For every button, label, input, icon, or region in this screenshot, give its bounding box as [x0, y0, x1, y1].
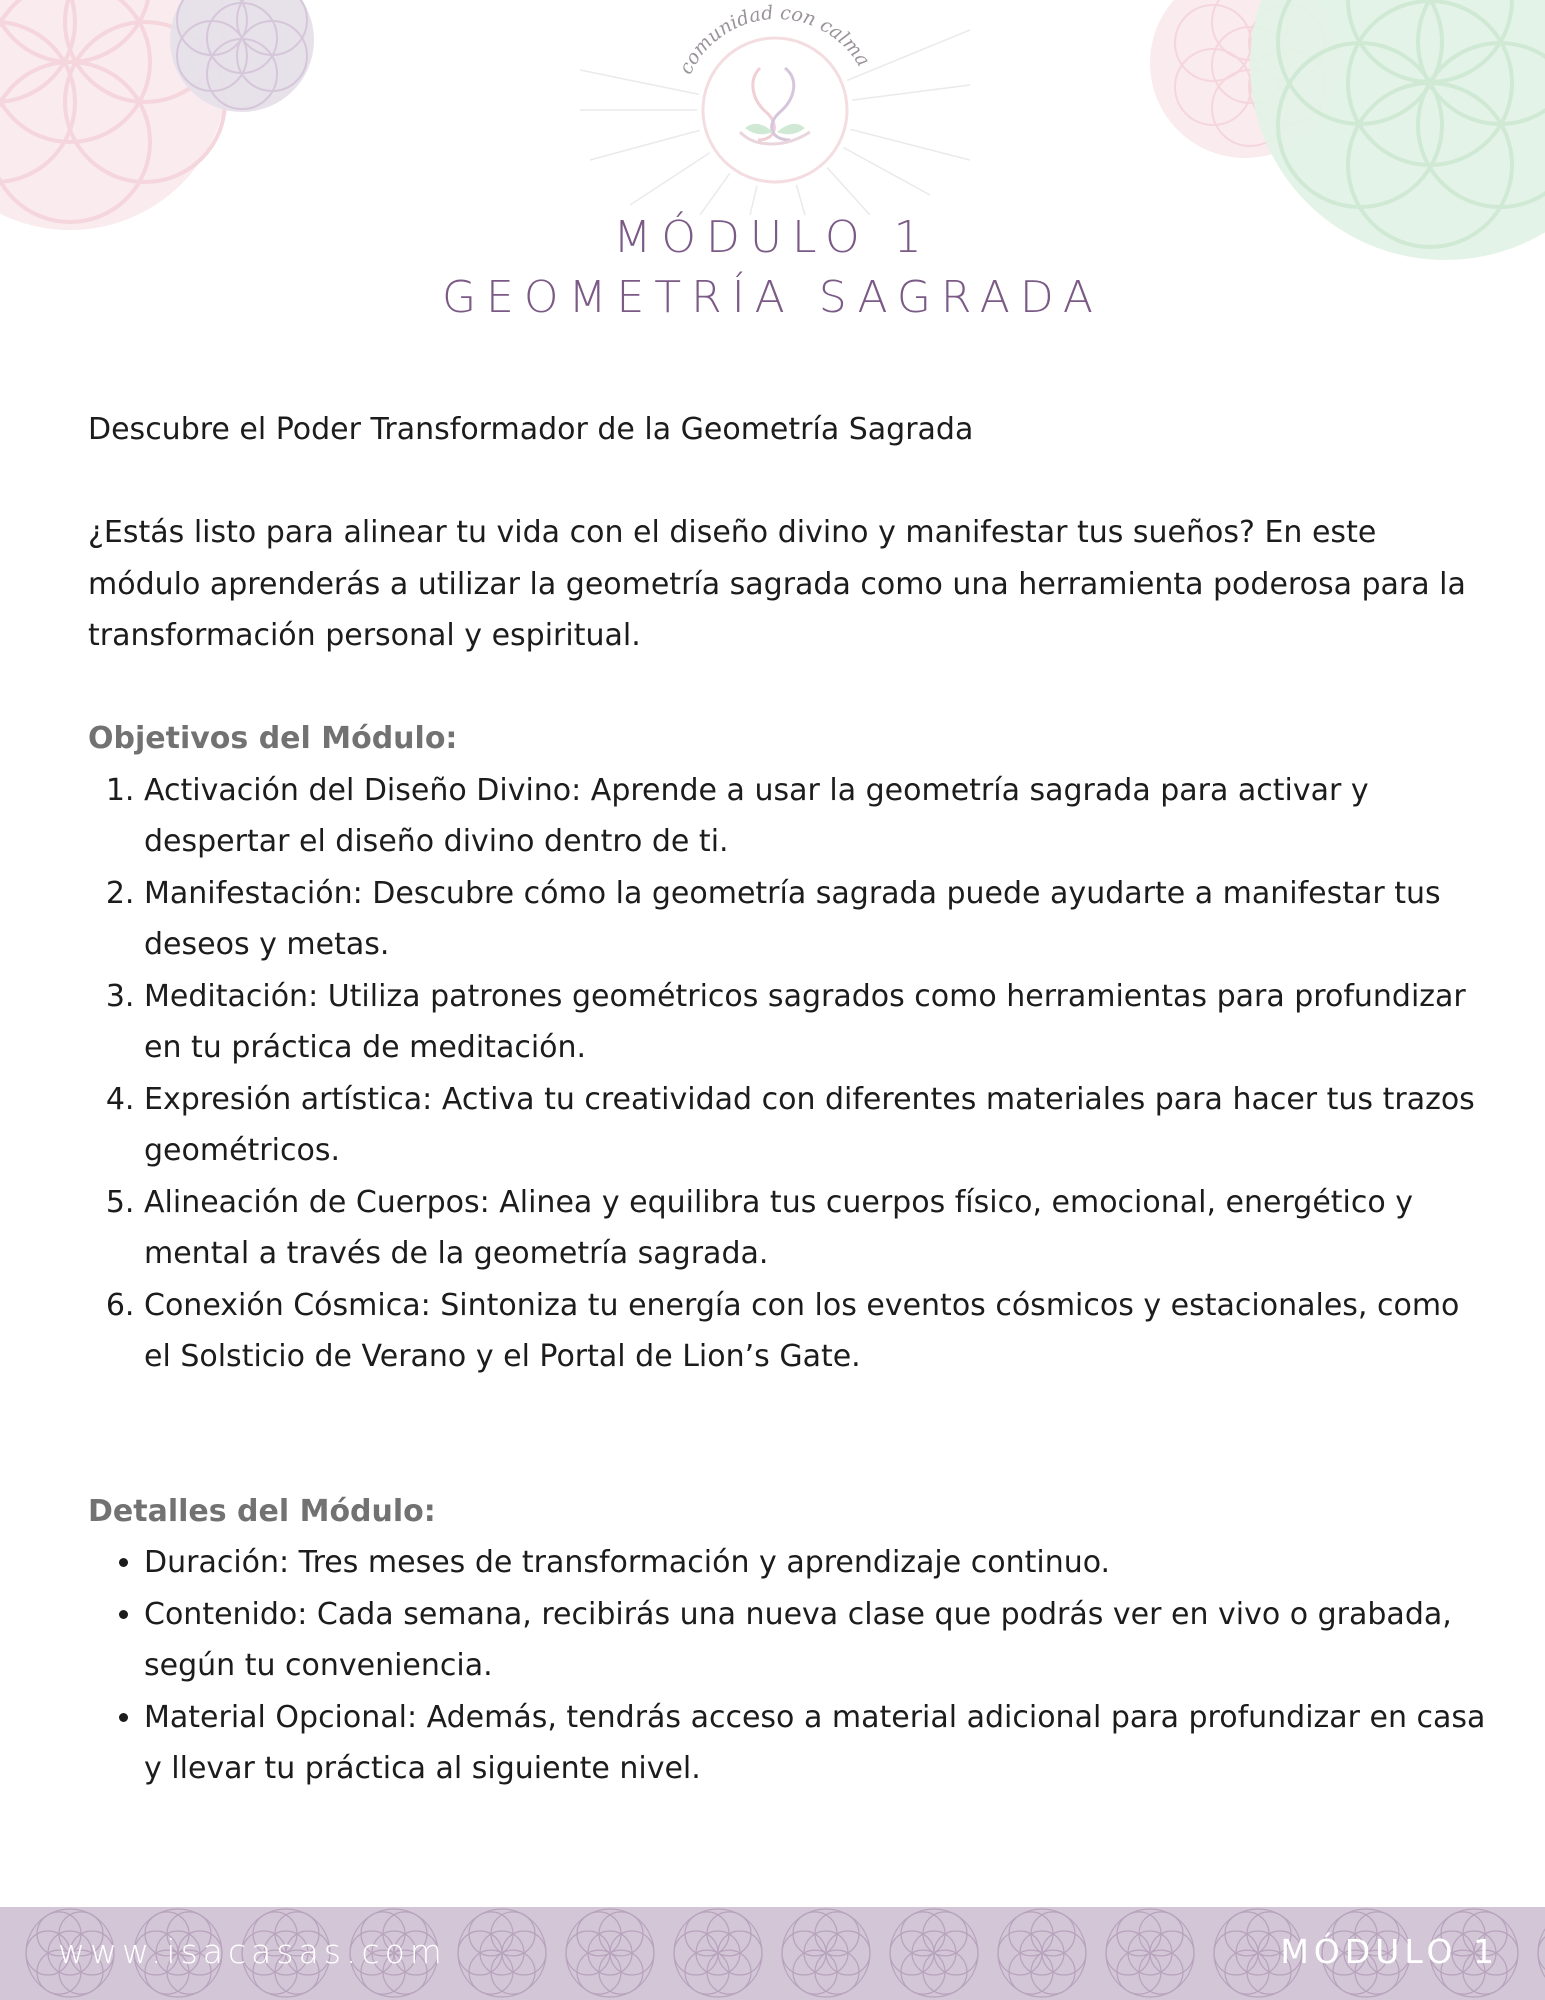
flower-pattern-motif — [998, 1909, 1086, 1997]
flower-pattern-motif — [458, 1909, 546, 1997]
detail-item: • Duración: Tres meses de transformación y aprendizaje continuo. — [144, 1537, 1488, 1589]
objective-item: 2. Manifestación: Descubre cómo la geometría sagrada puede ayudarte a manifestar tus deseos y metas. — [144, 868, 1488, 971]
footer-module-label: MÓDULO 1 — [1280, 1932, 1499, 1971]
objective-item: 3. Meditación: Utiliza patrones geométricos sagrados como herramientas para profundizar en tu práctica de meditación. — [144, 971, 1488, 1074]
objective-item: 1. Activación del Diseño Divino: Aprende a usar la geometría sagrada para activar y despertar el diseño divino dentro de ti. — [144, 765, 1488, 868]
objective-item: 4. Expresión artística: Activa tu creatividad con diferentes materiales para hacer tus trazos geométricos. — [144, 1074, 1488, 1177]
details-heading: Detalles del Módulo: — [88, 1493, 436, 1529]
comunidad-con-calma-logo — [580, 0, 970, 215]
module-content — [88, 404, 1488, 1795]
logo-text: comunidad con calma — [674, 1, 875, 78]
module-title: MÓDULO 1 — [613, 212, 932, 263]
objectives-heading: Objetivos del Módulo: — [88, 721, 458, 756]
intro-paragraph: ¿Estás listo para alinear tu vida con el diseño divino y manifestar tus sueños? En este módulo aprenderás a utilizar la geometría sagrada como una herramienta poderosa para la transformación personal y espiritual. — [88, 515, 1466, 653]
footer-bar — [0, 1907, 1545, 2000]
flower-pattern-motif — [1538, 1909, 1545, 1997]
flower-pattern-motif — [890, 1909, 978, 1997]
detail-item: • Contenido: Cada semana, recibirás una nueva clase que podrás ver en vivo o grabada, según tu conveniencia. — [144, 1589, 1488, 1692]
objective-item: 5. Alineación de Cuerpos: Alinea y equilibra tus cuerpos físico, emocional, energético y mental a través de la geometría sagrada. — [144, 1177, 1488, 1280]
flower-of-life-decoration-left — [0, 0, 330, 240]
intro-subtitle: Descubre el Poder Transformador de la Geometría Sagrada — [88, 412, 974, 447]
website-link[interactable]: www.isacasas.com — [58, 1932, 447, 1971]
flower-pattern-motif — [1106, 1909, 1194, 1997]
flower-pattern-motif — [782, 1909, 870, 1997]
flower-pattern-motif — [566, 1909, 654, 1997]
detail-item: • Material Opcional: Además, tendrás acceso a material adicional para profundizar en casa y llevar tu práctica al siguiente nivel. — [144, 1692, 1488, 1795]
objective-item: 6. Conexión Cósmica: Sintoniza tu energía con los eventos cósmicos y estacionales, como el Solsticio de Verano y el Portal de Lion’s Gate. — [144, 1280, 1488, 1383]
module-subtitle: GEOMETRÍA SAGRADA — [441, 272, 1104, 323]
objectives-list — [88, 765, 1488, 1383]
flower-pattern-motif — [674, 1909, 762, 1997]
details-list — [88, 1537, 1488, 1795]
